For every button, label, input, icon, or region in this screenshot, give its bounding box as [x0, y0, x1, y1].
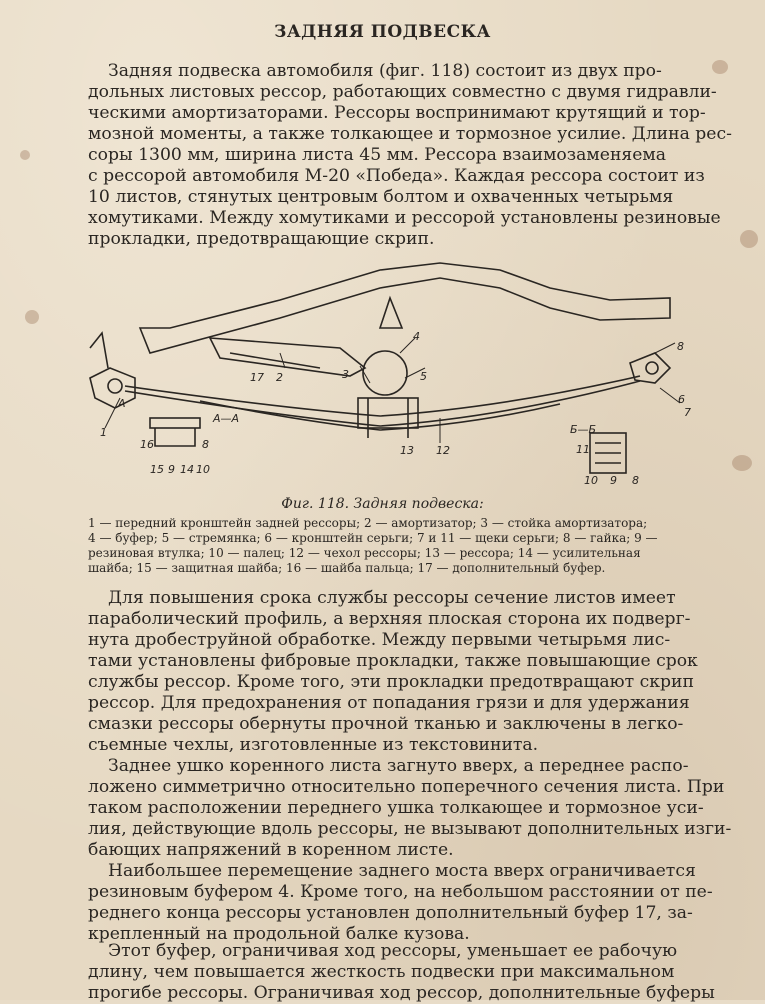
callout-14: 14	[180, 463, 194, 476]
legend-line: 1 — передний кронштейн задней рессоры; 2 — амортизатор; 3 — стойка амортизатора;	[88, 516, 648, 530]
text-line: крепленный на продольной балке кузова.	[88, 924, 470, 944]
text-line: таком расположении переднего ушка толкающее и тормозное уси-	[88, 798, 704, 818]
callout-13: 13	[400, 444, 414, 457]
text-line: бающих напряжений в коренном листе.	[88, 840, 454, 860]
callout-9: 9	[168, 463, 175, 476]
axle-housing	[363, 351, 407, 395]
text-line: резиновым буфером 4. Кроме того, на небольшом расстоянии от пе-	[88, 882, 713, 902]
rear-shackle	[630, 353, 670, 383]
callout-7: 7	[684, 406, 691, 419]
text-line: ложено симметрично относительно поперечного сечения листа. При	[88, 777, 725, 797]
text-line: Для повышения срока службы рессоры сечение листов имеет	[108, 588, 676, 608]
leaf-spring	[125, 376, 640, 416]
text-line: дольных листовых рессор, работающих совместно с двумя гидравли-	[88, 82, 717, 102]
text-line: нута дробеструйной обработке. Между первыми четырьмя лис-	[88, 630, 671, 650]
text-line: Заднее ушко коренного листа загнуто вверх, а переднее распо-	[108, 756, 689, 776]
text-line: прогибе рессоры. Ограничивая ход рессор, дополнительные буферы	[88, 983, 715, 1003]
callout-5: 5	[420, 370, 427, 383]
paper-stain	[740, 230, 758, 248]
figure-caption: Фиг. 118. Задняя подвеска:	[281, 496, 484, 512]
text-line: Этот буфер, ограничивая ход рессоры, уменьшает ее рабочую	[108, 941, 678, 961]
paragraph-3	[88, 756, 732, 861]
legend-line: 4 — буфер; 5 — стремянка; 6 — кронштейн серьги; 7 и 11 — щеки серьги; 8 — гайка; 9 —	[88, 531, 658, 545]
text-line: съемные чехлы, изготовленные из текстовинита.	[88, 735, 539, 755]
callout-17: 17	[250, 371, 264, 384]
text-line: прокладки, предотвращающие скрип.	[88, 229, 435, 249]
text-line: реднего конца рессоры установлен дополнительный буфер 17, за-	[88, 903, 693, 923]
callout-6: 6	[678, 393, 685, 406]
legend-line: шайба; 15 — защитная шайба; 16 — шайба пальца; 17 — дополнительный буфер.	[88, 561, 606, 575]
callout-11: 11	[576, 443, 590, 456]
paragraph-1	[88, 61, 732, 250]
text-line: 10 листов, стянутых центровым болтом и охваченных четырьмя	[88, 187, 674, 207]
section-heading: ЗАДНЯЯ ПОДВЕСКА	[274, 22, 491, 42]
front-bracket	[90, 368, 135, 408]
callout-a: А	[118, 397, 126, 410]
text-line: соры 1300 мм, ширина листа 45 мм. Рессора взаимозаменяема	[88, 145, 667, 165]
text-line: ческими амортизаторами. Рессоры воспринимают крутящий и тор-	[88, 103, 706, 123]
paragraph-2	[88, 588, 698, 756]
text-line: хомутиками. Между хомутиками и рессорой установлены резиновые	[88, 208, 721, 228]
text-line: длину, чем повышается жесткость подвески при максимальном	[88, 962, 675, 982]
text-line: Задняя подвеска автомобиля (фиг. 118) состоит из двух про-	[108, 61, 662, 81]
callout-4: 4	[413, 330, 420, 343]
front-eye	[108, 379, 122, 393]
paper-stain	[25, 310, 39, 324]
callout-10b: 10	[584, 474, 598, 487]
section-a-a-part	[150, 418, 200, 428]
callout-10: 10	[196, 463, 210, 476]
callout-8c: 8	[632, 474, 639, 487]
text-line: мозной моменты, а также толкающее и тормозное усилие. Длина рес-	[88, 124, 732, 144]
rubber-bumper	[380, 298, 402, 328]
section-label-a-a: А—А	[213, 412, 240, 425]
callout-8: 8	[677, 340, 684, 353]
paragraph-5	[88, 941, 715, 1004]
callout-16: 16	[140, 438, 154, 451]
callout-8b: 8	[202, 438, 209, 451]
text-line: тами установлены фибровые прокладки, также повышающие срок	[88, 651, 698, 671]
callout-2: 2	[276, 371, 283, 384]
text-line: Наибольшее перемещение заднего моста вверх ограничивается	[108, 861, 696, 881]
text-line: с рессорой автомобиля М-20 «Победа». Каждая рессора состоит из	[88, 166, 705, 186]
callout-15: 15	[150, 463, 164, 476]
text-line: рессор. Для предохранения от попадания грязи и для удержания	[88, 693, 690, 713]
text-line: лия, действующие вдоль рессоры, не вызывают дополнительных изги-	[88, 819, 732, 839]
callout-9b: 9	[610, 474, 617, 487]
figure-legend	[88, 516, 708, 576]
text-line: параболический профиль, а верхняя плоская сторона их подверг-	[88, 609, 691, 629]
callout-3: 3	[342, 368, 349, 381]
callout-12: 12	[436, 444, 450, 457]
paragraph-4	[88, 861, 713, 945]
paper-stain	[712, 60, 728, 74]
text-line: службы рессор. Кроме того, эти прокладки предотвращают скрип	[88, 672, 694, 692]
paper-stain	[20, 150, 30, 160]
legend-line: резиновая втулка; 10 — палец; 12 — чехол рессоры; 13 — рессора; 14 — усилительная	[88, 546, 641, 560]
callout-1: 1	[100, 426, 107, 439]
section-label-b-b: Б—Б	[570, 423, 597, 436]
rear-suspension-diagram	[80, 258, 700, 488]
paper-stain	[732, 455, 752, 471]
text-line: смазки рессоры обернуты прочной тканью и заключены в легко-	[88, 714, 684, 734]
